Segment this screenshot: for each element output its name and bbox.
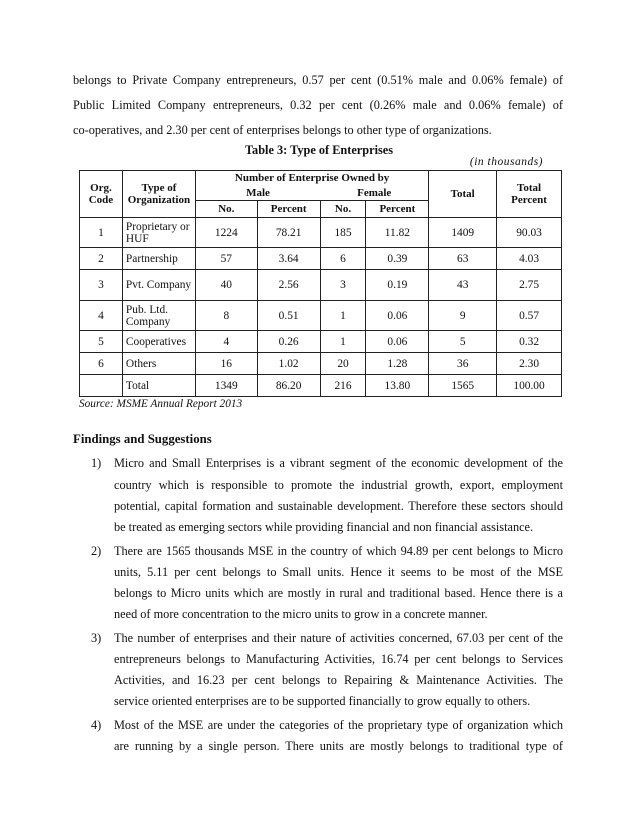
cell-total: 63 <box>429 248 497 270</box>
section-heading: Findings and Suggestions <box>73 432 212 446</box>
cell-female-no: 185 <box>320 218 366 248</box>
cell-total-percent: 2.30 <box>497 353 562 375</box>
cell-total: 5 <box>429 331 497 353</box>
finding-line: Most of the MSE are under the categories of the proprietary type of organization which <box>114 718 563 732</box>
finding-line: Micro and Small Enterprises is a vibrant segment of the economic development of the <box>114 456 563 470</box>
cell-female-percent: 0.19 <box>366 270 429 301</box>
header-type-of-organization: Type of Organization <box>122 171 195 218</box>
cell-code: 1 <box>80 218 123 248</box>
cell-female-percent: 0.06 <box>366 331 429 353</box>
cell-type: Pub. Ltd. Company <box>122 301 195 331</box>
finding-line: are running by a single person. There units are mostly belongs to traditional type of <box>114 739 563 753</box>
cell-code: 4 <box>80 301 123 331</box>
header-owned-by: Number of Enterprise Owned by <box>195 171 428 186</box>
finding-number: 1) <box>91 456 102 470</box>
cell-female-no: 216 <box>320 375 366 397</box>
cell-male-percent: 3.64 <box>257 248 320 270</box>
table-row <box>80 331 562 353</box>
cell-female-no: 1 <box>320 331 366 353</box>
finding-line: There are 1565 thousands MSE in the country of which 94.89 per cent belongs to Micro <box>114 544 563 558</box>
cell-male-percent: 78.21 <box>257 218 320 248</box>
cell-male-percent: 0.26 <box>257 331 320 353</box>
intro-line-1: belongs to Private Company entrepreneurs, 0.57 per cent (0.51% male and 0.06% female) of <box>73 73 563 87</box>
cell-total: 9 <box>429 301 497 331</box>
finding-line: belongs to Micro units which are mostly in rural and traditional based. Hence there is a <box>114 586 563 600</box>
cell-total-percent: 0.32 <box>497 331 562 353</box>
table-units: (in thousands) <box>469 156 543 168</box>
cell-male-percent: 2.56 <box>257 270 320 301</box>
header-org-code: Org. Code <box>80 171 123 218</box>
table-row <box>80 353 562 375</box>
cell-male-no: 1224 <box>195 218 257 248</box>
cell-total-percent: 0.57 <box>497 301 562 331</box>
finding-line: service oriented enterprises are to be supported financially to grow equally to others. <box>114 694 531 708</box>
finding-line: The number of enterprises and their nature of activities concerned, 67.03 per cent of the <box>114 631 563 645</box>
cell-type: Proprietary or HUF <box>122 218 195 248</box>
cell-total: 1409 <box>429 218 497 248</box>
table-total-row <box>80 375 562 397</box>
header-female-percent: Percent <box>366 201 429 218</box>
table-row <box>80 218 562 248</box>
cell-female-percent: 0.06 <box>366 301 429 331</box>
cell-male-no: 40 <box>195 270 257 301</box>
finding-line: units, 5.11 per cent belongs to Small units. Hence it seems to be most of the MSE <box>114 565 563 579</box>
table-row <box>80 301 562 331</box>
table-row <box>80 270 562 301</box>
cell-total: 1565 <box>429 375 497 397</box>
cell-female-percent: 0.39 <box>366 248 429 270</box>
cell-male-no: 4 <box>195 331 257 353</box>
cell-code-empty <box>80 375 123 397</box>
finding-line: potential, capital formation and sustainable development. Therefore these sectors should <box>114 499 563 513</box>
cell-female-percent: 11.82 <box>366 218 429 248</box>
cell-type: Cooperatives <box>122 331 195 353</box>
intro-line-3: co-operatives, and 2.30 per cent of enterprises belongs to other type of organizations. <box>73 123 492 137</box>
finding-line: Activities, and 16.23 per cent belongs to Repairing & Maintenance Activities. The <box>114 673 563 687</box>
cell-total-percent: 4.03 <box>497 248 562 270</box>
cell-male-percent: 0.51 <box>257 301 320 331</box>
finding-line: country which is responsible to promote the industrial growth, export, employment <box>114 478 563 492</box>
cell-female-no: 1 <box>320 301 366 331</box>
cell-code: 2 <box>80 248 123 270</box>
cell-total: 36 <box>429 353 497 375</box>
cell-male-no: 1349 <box>195 375 257 397</box>
header-female: Female <box>320 186 429 201</box>
cell-female-no: 20 <box>320 353 366 375</box>
finding-line: entrepreneurs belongs to Manufacturing Activities, 16.74 per cent belongs to Services <box>114 652 563 666</box>
cell-male-no: 16 <box>195 353 257 375</box>
header-male: Male <box>195 186 320 201</box>
enterprise-type-table <box>79 170 562 397</box>
table-caption: Table 3: Type of Enterprises <box>244 143 394 157</box>
finding-number: 4) <box>91 718 102 732</box>
cell-type: Others <box>122 353 195 375</box>
cell-type: Partnership <box>122 248 195 270</box>
cell-female-percent: 1.28 <box>366 353 429 375</box>
cell-male-no: 57 <box>195 248 257 270</box>
cell-total-percent: 90.03 <box>497 218 562 248</box>
cell-total-label: Total <box>122 375 195 397</box>
cell-total: 43 <box>429 270 497 301</box>
header-total: Total <box>429 171 497 218</box>
header-female-no: No. <box>320 201 366 218</box>
header-total-percent: Total Percent <box>497 171 562 218</box>
cell-total-percent: 100.00 <box>497 375 562 397</box>
finding-number: 2) <box>91 544 102 558</box>
cell-code: 3 <box>80 270 123 301</box>
cell-code: 6 <box>80 353 123 375</box>
cell-male-percent: 86.20 <box>257 375 320 397</box>
finding-number: 3) <box>91 631 102 645</box>
cell-female-no: 3 <box>320 270 366 301</box>
cell-code: 5 <box>80 331 123 353</box>
table-source: Source: MSME Annual Report 2013 <box>79 398 243 410</box>
cell-female-percent: 13.80 <box>366 375 429 397</box>
intro-line-2: Public Limited Company entrepreneurs, 0.32 per cent (0.26% male and 0.06% female) of <box>73 98 563 112</box>
cell-total-percent: 2.75 <box>497 270 562 301</box>
cell-male-no: 8 <box>195 301 257 331</box>
cell-female-no: 6 <box>320 248 366 270</box>
table-row <box>80 248 562 270</box>
finding-line: be treated as emerging sectors while providing financial and non financial assistance. <box>114 520 534 534</box>
header-male-percent: Percent <box>257 201 320 218</box>
cell-type: Pvt. Company <box>122 270 195 301</box>
cell-male-percent: 1.02 <box>257 353 320 375</box>
header-male-no: No. <box>195 201 257 218</box>
finding-line: need of more concentration to the micro units to grow in a concrete manner. <box>114 607 488 621</box>
